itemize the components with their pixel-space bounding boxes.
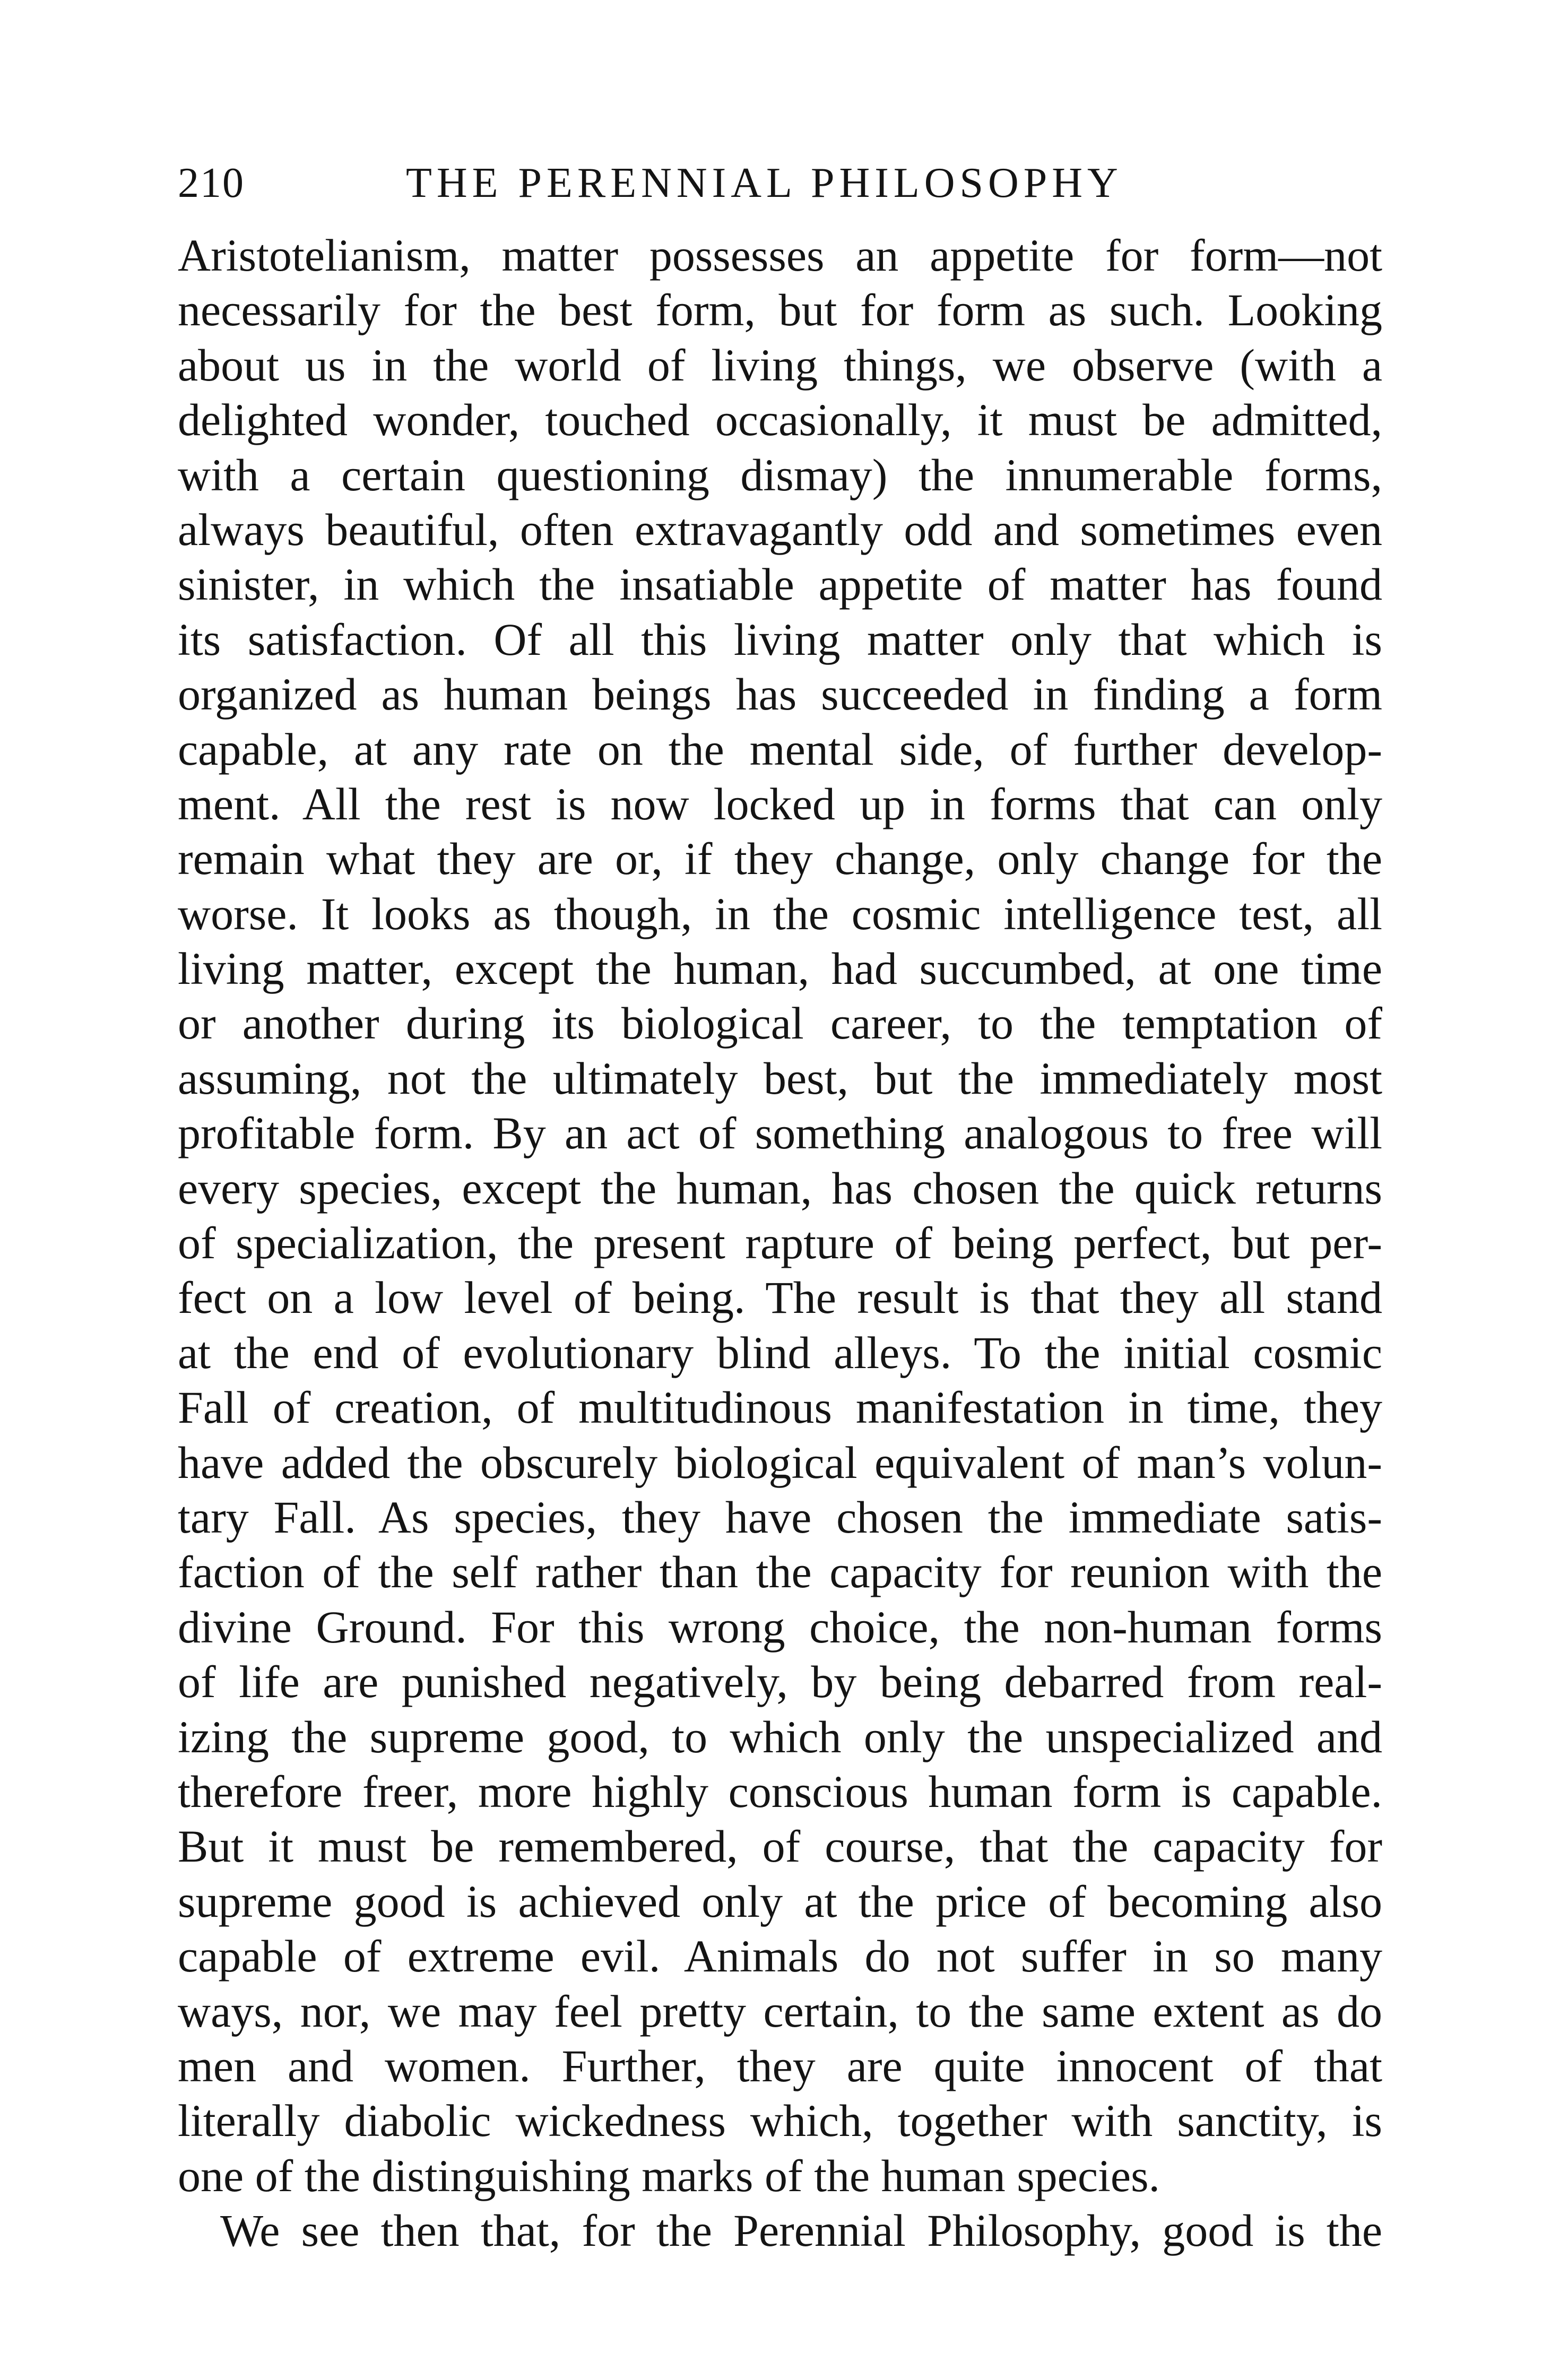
- running-head: [178, 154, 1382, 212]
- text-line: have added the obscurely biological equivalent of man’s volun-: [178, 1437, 1382, 1488]
- page-number: 210: [178, 160, 245, 206]
- text-line: ways, nor, we may feel pretty certain, to the same extent as do: [178, 1985, 1382, 2037]
- text-line: remain what they are or, if they change, only change for the: [178, 833, 1382, 885]
- text-line: or another during its biological career, to the temptation of: [178, 998, 1382, 1049]
- text-line: therefore freer, more highly conscious human form is capable.: [178, 1766, 1382, 1817]
- text-line: Fall of creation, of multitudinous manifestation in time, they: [178, 1382, 1382, 1433]
- text-line: But it must be remembered, of course, that the capacity for: [178, 1821, 1382, 1872]
- text-line: izing the supreme good, to which only the unspecialized and: [178, 1711, 1382, 1762]
- text-line: profitable form. By an act of something analogous to free will: [178, 1108, 1382, 1159]
- running-title: THE PERENNIAL PHILOSOPHY: [406, 160, 1123, 206]
- text-line: divine Ground. For this wrong choice, the non-human forms: [178, 1601, 1382, 1653]
- text-line: organized as human beings has succeeded in finding a form: [178, 669, 1382, 720]
- text-line: capable of extreme evil. Animals do not suffer in so many: [178, 1931, 1382, 1982]
- text-line: tary Fall. As species, they have chosen the immediate satis-: [178, 1491, 1382, 1543]
- text-line: ment. All the rest is now locked up in forms that can only: [178, 778, 1382, 829]
- text-line: living matter, except the human, had succumbed, at one time: [178, 943, 1382, 994]
- text-line: men and women. Further, they are quite innocent of that: [178, 2040, 1382, 2091]
- text-line: supreme good is achieved only at the price of becoming also: [178, 1875, 1382, 1927]
- text-line: always beautiful, often extravagantly odd and sometimes even: [178, 504, 1382, 555]
- text-line: capable, at any rate on the mental side, of further develop-: [178, 723, 1382, 775]
- text-line: every species, except the human, has chosen the quick returns: [178, 1162, 1382, 1214]
- text-line: delighted wonder, touched occasionally, it must be admitted,: [178, 394, 1382, 446]
- body-text: [178, 228, 1382, 2258]
- text-line: of life are punished negatively, by being debarred from real-: [178, 1656, 1382, 1708]
- text-line: literally diabolic wickedness which, together with sanctity, is: [178, 2095, 1382, 2147]
- text-line: of specialization, the present rapture of being perfect, but per-: [178, 1217, 1382, 1269]
- text-line: at the end of evolutionary blind alleys. To the initial cosmic: [178, 1327, 1382, 1378]
- text-line: with a certain questioning dismay) the innumerable forms,: [178, 449, 1382, 500]
- text-line: faction of the self rather than the capacity for reunion with the: [178, 1546, 1382, 1598]
- text-line: its satisfaction. Of all this living matter only that which is: [178, 613, 1382, 665]
- text-line: worse. It looks as though, in the cosmic intelligence test, all: [178, 888, 1382, 939]
- text-line: sinister, in which the insatiable appetite of matter has found: [178, 559, 1382, 610]
- text-line: fect on a low level of being. The result is that they all stand: [178, 1272, 1382, 1324]
- text-line: necessarily for the best form, but for form as such. Looking: [178, 284, 1382, 336]
- text-line: Aristotelianism, matter possesses an appetite for form—not: [178, 230, 1382, 281]
- text-line: about us in the world of living things, we observe (with a: [178, 339, 1382, 391]
- paragraph-start-line: We see then that, for the Perennial Philosophy, good is the: [220, 2205, 1382, 2256]
- text-line: assuming, not the ultimately best, but the immediately most: [178, 1052, 1382, 1104]
- paragraph-end-line: one of the distinguishing marks of the human species.: [178, 2150, 1160, 2201]
